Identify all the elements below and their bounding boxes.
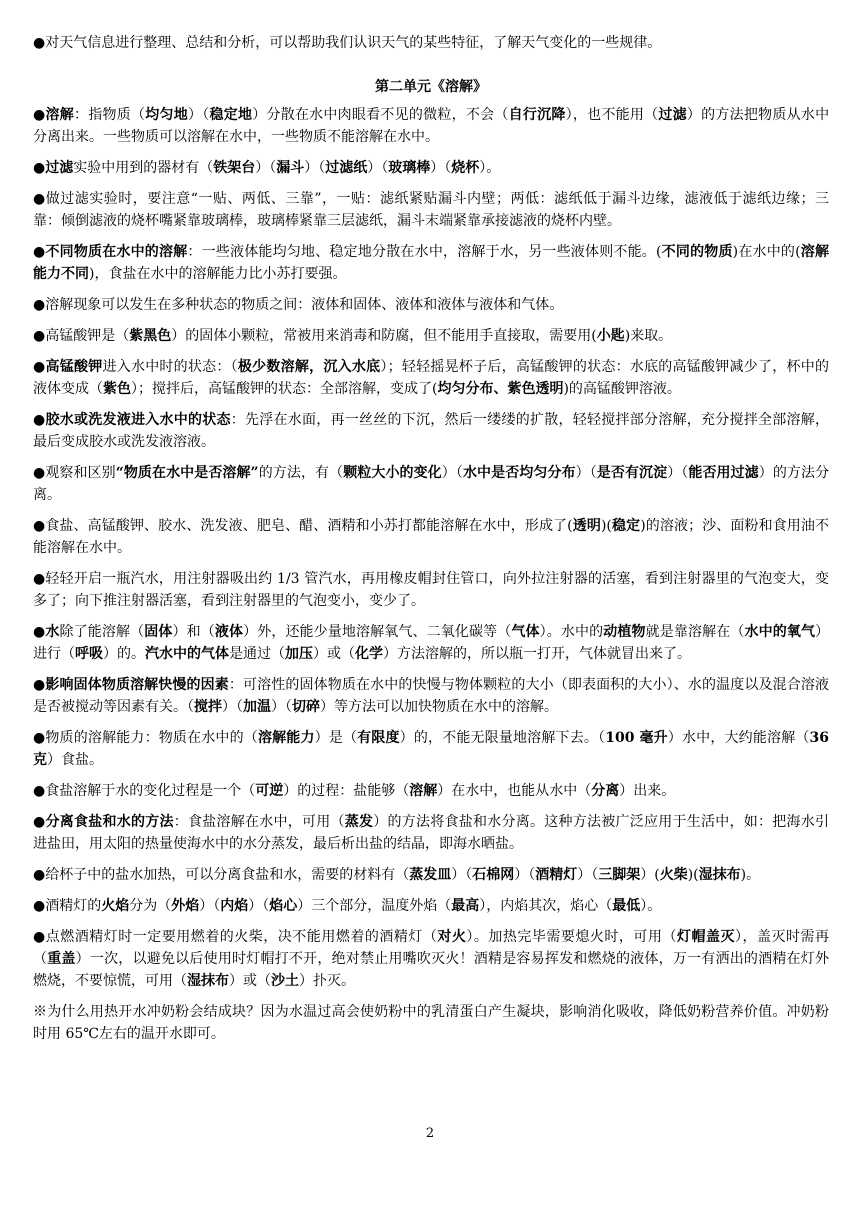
paragraph-different-substances bbox=[33, 241, 829, 285]
paragraph-filter-equipment bbox=[33, 157, 829, 179]
text-run: ●轻轻开启一瓶汽水，用注射器吸出约 1/3 管汽水，再用橡皮帽封住管口，向外拉注射器的活塞，看到注射器里的气泡变大，变多了；向下推注射器活塞，看到注射器里的气泡变小，变少了。 bbox=[33, 571, 829, 609]
text-run: ）水中，大约能溶解（ bbox=[667, 730, 810, 746]
text-run: ），内焰其次，焰心（ bbox=[479, 898, 613, 914]
text-run: ●溶解现象可以发生在多种状态的物质之间：液体和固体、液体和液体与液体和气体。 bbox=[33, 297, 564, 313]
text-run: ●物质的溶解能力：物质在水中的（ bbox=[33, 730, 258, 746]
paragraph-speed-factors bbox=[33, 674, 829, 718]
text-run: 就是靠溶解在（ bbox=[645, 624, 745, 640]
bold-text: 有限度 bbox=[357, 730, 400, 746]
bold-text: 酒精灯 bbox=[535, 867, 578, 883]
paragraph-separate-salt bbox=[33, 811, 829, 855]
paragraph-soda-syringe bbox=[33, 568, 829, 612]
bold-text: 稳定 bbox=[611, 518, 641, 534]
text-run: )。 bbox=[740, 867, 761, 883]
text-run: )的溶液；沙、面粉和食用油不能溶解在水中。 bbox=[33, 518, 829, 556]
bold-text: 最高 bbox=[451, 898, 480, 914]
text-run: ）（ bbox=[199, 898, 221, 914]
text-run: ）（ bbox=[255, 160, 277, 176]
text-run: ）（ bbox=[667, 465, 689, 481]
paragraph-permanganate-intro bbox=[33, 325, 829, 347]
bold-text: 均匀地 bbox=[145, 107, 188, 123]
text-run: ）；搅拌后，高锰酸钾的状态：全部溶解，变成了( bbox=[131, 381, 438, 397]
bold-text: 溶解 bbox=[409, 783, 438, 799]
text-run: 进入水中时的状态：（ bbox=[102, 359, 238, 375]
text-run: ）或（ bbox=[229, 973, 271, 989]
bold-text: 36 克 bbox=[33, 730, 830, 768]
text-run: ：一些液体能均匀地、稳定地分散在水中，溶解于水，另一些液体则不能。( bbox=[187, 244, 662, 260]
bold-text: 漏斗 bbox=[276, 160, 305, 176]
bold-text: 溶解能力不同 bbox=[33, 244, 829, 282]
bold-text: 最低 bbox=[612, 898, 641, 914]
bold-text: 小匙 bbox=[596, 328, 625, 344]
text-run: ）（ bbox=[367, 160, 389, 176]
paragraph-flame-parts bbox=[33, 895, 829, 917]
bold-text: 能否用过滤 bbox=[688, 465, 759, 481]
bold-text: 焰心 bbox=[269, 898, 298, 914]
text-run: ）（ bbox=[451, 867, 473, 883]
bold-text: 铁架台 bbox=[213, 160, 256, 176]
bold-text: 均匀分布、紫色透明 bbox=[437, 381, 564, 397]
bold-text: 汽水中的气体 bbox=[145, 646, 229, 662]
bold-text: ●胶水或洗发液进入水中的状态 bbox=[33, 412, 231, 428]
text-run: ●对天气信息进行整理、总结和分析，可以帮助我们认识天气的某些特征，了解天气变化的一些规律。 bbox=[33, 35, 662, 51]
paragraph-dissolving-capacity bbox=[33, 727, 829, 771]
bold-text: 动植物 bbox=[603, 624, 646, 640]
paragraph-soluble-list bbox=[33, 515, 829, 559]
bold-text: ●溶解 bbox=[33, 107, 74, 123]
text-run: )，食盐在水中的溶解能力比小苏打要强。 bbox=[89, 266, 347, 282]
text-run: ）（ bbox=[514, 867, 536, 883]
text-run: ）。 bbox=[640, 898, 662, 914]
bold-text: 自行沉降 bbox=[508, 107, 566, 123]
bold-text: 湿抹布 bbox=[187, 973, 229, 989]
bold-text: 玻璃棒 bbox=[388, 160, 431, 176]
text-run: ）（ bbox=[441, 465, 463, 481]
bold-text: 液体 bbox=[214, 624, 244, 640]
text-run: ）的方法分离。 bbox=[33, 465, 830, 503]
paragraph-permanganate-states bbox=[33, 356, 829, 400]
bold-text: 加温 bbox=[243, 699, 271, 715]
bold-text: 重盖 bbox=[47, 951, 76, 967]
paragraph-weather-summary bbox=[33, 32, 829, 54]
bold-text: ●高锰酸钾 bbox=[33, 359, 103, 375]
text-run: ）（ bbox=[271, 699, 292, 715]
text-run: ）（ bbox=[187, 107, 210, 123]
bold-text: 石棉网 bbox=[472, 867, 515, 883]
bold-text: 100 毫升 bbox=[605, 730, 668, 746]
text-run: ●做过滤实验时，要注意“一贴、两低、三靠”，一贴：滤纸紧贴漏斗内壁；两低：滤纸低于漏斗边缘，滤液低于滤纸边缘；三靠：倾倒滤液的烧杯嘴紧靠玻璃棒，玻璃棒紧靠三层滤纸，漏斗末端紧靠承接滤液的烧杯内壁。 bbox=[33, 191, 829, 229]
text-run: 实验中用到的器材有（ bbox=[73, 160, 214, 176]
text-run: ）或（ bbox=[313, 646, 355, 662]
text-run: ：食盐溶解在水中，可用（ bbox=[173, 814, 345, 830]
text-run: ）。水中的 bbox=[539, 624, 604, 640]
text-run: ●食盐、高锰酸钾、胶水、洗发液、肥皂、醋、酒精和小苏打都能溶解在水中，形成了( bbox=[33, 518, 573, 534]
text-run: ）（ bbox=[575, 465, 597, 481]
bold-text: 溶解能力 bbox=[257, 730, 315, 746]
text-run: 除了能溶解（ bbox=[59, 624, 145, 640]
text-run: ）分散在水中肉眼看不见的微粒，不会（ bbox=[252, 107, 509, 123]
text-run: ）的方法将食盐和水分离。这种方法被广泛应用于生活中，如：把海水引进盐田，用太阳的热量使海水中的水分蒸发，最后析出盐的结晶，即海水晒盐。 bbox=[33, 814, 830, 852]
bold-text: 水中的氧气 bbox=[744, 624, 816, 640]
bold-text: 对火 bbox=[437, 929, 467, 945]
bold-text: ●不同物质在水中的溶解 bbox=[33, 244, 188, 260]
text-run: )( bbox=[687, 867, 699, 883]
paragraph-water-gases bbox=[33, 621, 829, 665]
text-run: ）（ bbox=[304, 160, 326, 176]
text-run: ）的固体小颗粒，常被用来消毒和防腐，但不能用手直接取，需要用( bbox=[171, 328, 597, 344]
text-run: )( bbox=[600, 518, 612, 534]
paragraph-milk-powder-note bbox=[33, 1001, 829, 1045]
bold-text: 火焰 bbox=[101, 898, 130, 914]
bold-text: 极少数溶解，沉入水底 bbox=[237, 359, 381, 375]
paragraph-reversible bbox=[33, 780, 829, 802]
text-run: ）。加热完毕需要熄火时，可用（ bbox=[466, 929, 677, 945]
text-run: ）一次，以避免以后使用时灯帽打不开，绝对禁止用嘴吹灭火！酒精是容易挥发和燃烧的液体，万一有洒出的酒精在灯外燃烧，不要惊慌，可用（ bbox=[33, 951, 829, 989]
bold-text: 分离 bbox=[591, 783, 620, 799]
bold-text: 固体 bbox=[144, 624, 173, 640]
text-run: ）在水中，也能从水中（ bbox=[437, 783, 592, 799]
bold-text: 火柴 bbox=[659, 867, 688, 883]
text-run: ：可溶性的固体物质在水中的快慢与物体颗粒的大小（即表面积的大小）、水的温度以及混合溶液是否被搅动等因素有关。（ bbox=[33, 677, 830, 715]
bold-text: 蒸发 bbox=[344, 814, 374, 830]
text-run: ），盖灭时需再（ bbox=[33, 929, 830, 967]
text-run: ）的，不能无限量地溶解下去。（ bbox=[399, 730, 606, 746]
bold-text: 气体 bbox=[511, 624, 540, 640]
text-run: ）出来。 bbox=[619, 783, 676, 799]
text-run: ）进行（ bbox=[33, 624, 830, 662]
text-run: ）（ bbox=[577, 867, 599, 883]
bold-text: 灯帽盖灭 bbox=[676, 929, 735, 945]
text-run: ●高锰酸钾是（ bbox=[33, 328, 130, 344]
text-run: ）（ bbox=[430, 160, 452, 176]
text-run: ）方法溶解的，所以瓶一打开，气体就冒出来了。 bbox=[383, 646, 691, 662]
text-run: ）的方法把物质从水中分离出来。一些物质可以溶解在水中，一些物质不能溶解在水中。 bbox=[33, 107, 830, 145]
document-page bbox=[33, 32, 829, 1054]
text-run: ）（ bbox=[222, 699, 243, 715]
bold-text: 外焰 bbox=[171, 898, 200, 914]
section-heading: 第二单元《溶解》 bbox=[375, 79, 487, 95]
text-run: ）；轻轻摇晃杯子后，高锰酸钾的状态：水底的高锰酸钾减少了，杯中的液体变成（ bbox=[33, 359, 830, 397]
text-run: ）三个部分，温度外焰（ bbox=[297, 898, 452, 914]
text-run: 分为（ bbox=[129, 898, 172, 914]
text-run: ●给杯子中的盐水加热，可以分离食盐和水，需要的材料有（ bbox=[33, 867, 410, 883]
bold-text: ●影响固体物质溶解快慢的因素 bbox=[33, 677, 229, 693]
bold-text: 过滤纸 bbox=[325, 160, 368, 176]
text-run: ）扑灭。 bbox=[299, 973, 355, 989]
text-run: ●食盐溶解于水的变化过程是一个（ bbox=[33, 783, 256, 799]
text-run: ：先浮在水面，再一丝丝的下沉，然后一缕缕的扩散，轻轻搅拌部分溶解，充分搅拌全部溶解，最后变成胶水或洗发液溶液。 bbox=[33, 412, 830, 450]
bold-text: 三脚架 bbox=[598, 867, 641, 883]
bold-text: 加压 bbox=[285, 646, 313, 662]
text-run: ）。 bbox=[479, 160, 501, 176]
paragraph-heating-materials bbox=[33, 864, 829, 886]
bold-text: 切碎 bbox=[292, 699, 320, 715]
text-run: )来取。 bbox=[624, 328, 673, 344]
text-run: ）( bbox=[640, 867, 660, 883]
bold-text: 过滤 bbox=[658, 107, 687, 123]
bold-text: 呼吸 bbox=[75, 646, 103, 662]
paragraph-lamp-safety bbox=[33, 926, 829, 992]
bold-text: 紫黑色 bbox=[129, 328, 172, 344]
bold-text: 不同的物质 bbox=[661, 244, 733, 260]
bold-text: 可逆 bbox=[255, 783, 284, 799]
paragraph-dissolve-definition bbox=[33, 104, 829, 148]
paragraph-glue-shampoo bbox=[33, 409, 829, 453]
bold-text: ●分离食盐和水的方法 bbox=[33, 814, 174, 830]
text-run: )的高锰酸钾溶液。 bbox=[563, 381, 681, 397]
bold-text: 蒸发皿 bbox=[409, 867, 452, 883]
bold-text: “物质在水中是否溶解” bbox=[115, 465, 259, 481]
text-run: ）（ bbox=[248, 898, 270, 914]
bold-text: 是否有沉淀 bbox=[596, 465, 668, 481]
bold-text: 化学 bbox=[355, 646, 383, 662]
text-run: ●酒精灯的 bbox=[33, 898, 102, 914]
paragraph-states bbox=[33, 294, 829, 316]
page-number: 2 bbox=[425, 1126, 435, 1141]
bold-text: 搅拌 bbox=[194, 699, 222, 715]
bold-text: 水中是否均匀分布 bbox=[462, 465, 576, 481]
bold-text: ●过滤 bbox=[33, 160, 74, 176]
bold-text: 烧杯 bbox=[451, 160, 480, 176]
text-run: ）外，还能少量地溶解氧气、二氧化碳等（ bbox=[243, 624, 512, 640]
text-run: )在水中的( bbox=[732, 244, 801, 260]
bold-text: 紫色 bbox=[103, 381, 131, 397]
paragraph-filter-rules bbox=[33, 188, 829, 232]
bold-text: ●水 bbox=[33, 624, 60, 640]
text-run: ）等方法可以加快物质在水中的溶解。 bbox=[320, 699, 558, 715]
text-run: ※为什么用热开水冲奶粉会结成块？因为水温过高会使奶粉中的乳清蛋白产生凝块，影响消化吸收，降低奶粉营养价值。冲奶粉时用 65℃左右的温开水即可。 bbox=[33, 1004, 829, 1042]
paragraph-observe-methods bbox=[33, 462, 829, 506]
text-run: 是通过（ bbox=[229, 646, 285, 662]
bold-text: 稳定地 bbox=[209, 107, 253, 123]
text-run: ）的过程：盐能够（ bbox=[283, 783, 410, 799]
text-run: ）食盐。 bbox=[47, 752, 103, 768]
bold-text: 沙土 bbox=[271, 973, 299, 989]
bold-text: 透明 bbox=[572, 518, 601, 534]
text-run: ：指物质（ bbox=[73, 107, 146, 123]
text-run: ●点燃酒精灯时一定要用燃着的火柴，决不能用燃着的酒精灯（ bbox=[33, 929, 438, 945]
text-run: ）是（ bbox=[314, 730, 358, 746]
text-run: ●观察和区别 bbox=[33, 465, 116, 481]
bold-text: 内焰 bbox=[220, 898, 249, 914]
text-run: ），也不能用（ bbox=[565, 107, 659, 123]
text-run: ）和（ bbox=[172, 624, 215, 640]
bold-text: 颗粒大小的变化 bbox=[343, 465, 442, 481]
text-run: 的方法，有（ bbox=[258, 465, 344, 481]
text-run: ）的。 bbox=[103, 646, 145, 662]
bold-text: 湿抹布 bbox=[698, 867, 741, 883]
